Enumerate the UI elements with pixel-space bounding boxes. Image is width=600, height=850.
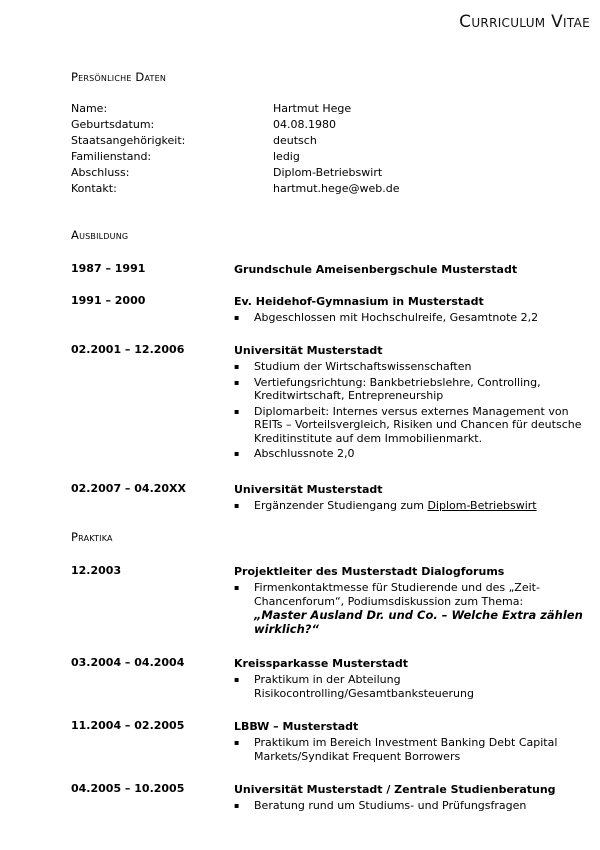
bullet-list <box>234 581 594 636</box>
entry-body <box>234 343 594 463</box>
personal-label: Abschluss: <box>71 166 130 179</box>
entry-date: 11.2004 – 02.2005 <box>71 719 185 732</box>
bullet-item: ▪ Studium der Wirtschaftswissenschaften <box>234 360 594 374</box>
entry-body <box>234 294 594 327</box>
bullet-item: ▪ Abgeschlossen mit Hochschulreife, Gesamtnote 2,2 <box>234 311 594 325</box>
bullet-list <box>234 311 594 325</box>
section-heading-personal: Persönliche Daten <box>71 70 167 84</box>
personal-label: Kontakt: <box>71 182 117 195</box>
entry-date: 02.2001 – 12.2006 <box>71 343 185 356</box>
personal-value: ledig <box>273 150 300 163</box>
bullet-item: ▪ Praktikum in der Abteilung Risikocontrolling/Gesamtbanksteuerung <box>234 673 594 700</box>
bullet-list <box>234 799 594 813</box>
entry-date: 03.2004 – 04.2004 <box>71 656 185 669</box>
entry-date: 12.2003 <box>71 564 122 577</box>
bullet-item: ▪ Diplomarbeit: Internes versus externes Management von REITs – Vorteilsvergleich, Risiken und Chancen für deutsche Kreditinstitute auf dem Immobilienmarkt. <box>234 405 594 446</box>
entry-date: 1987 – 1991 <box>71 262 146 275</box>
entry-body <box>234 482 594 515</box>
entry-body <box>234 719 594 765</box>
bullet-item: ▪ Vertiefungsrichtung: Bankbetriebslehre, Controlling, Kreditwirtschaft, Entrepreneurship <box>234 376 594 403</box>
bullet-item <box>234 581 594 636</box>
bullet-list <box>234 499 594 513</box>
entry-title: Projektleiter des Musterstadt Dialogforums <box>234 565 505 578</box>
entry-title: Universität Musterstadt / Zentrale Studienberatung <box>234 783 556 796</box>
personal-value: Diplom-Betriebswirt <box>273 166 383 179</box>
entry-body <box>234 782 594 815</box>
bullet-text: Ergänzender Studiengang zum <box>254 499 428 512</box>
section-heading-education: Ausbildung <box>71 228 129 242</box>
entry-title: Universität Musterstadt <box>234 483 383 496</box>
document-title: Curriculum Vitae <box>459 12 590 32</box>
personal-value: Hartmut Hege <box>273 102 352 115</box>
entry-date: 1991 – 2000 <box>71 294 146 307</box>
emphasis-quote: „Master Ausland Dr. und Co. – Welche Extra zählen wirklich?“ <box>254 608 583 636</box>
personal-value: 04.08.1980 <box>273 118 336 131</box>
personal-label: Staatsangehörigkeit: <box>71 134 186 147</box>
entry-body <box>234 564 594 638</box>
bullet-item <box>234 499 594 513</box>
bullet-item: ▪ Praktikum im Bereich Investment Banking Debt Capital Markets/Syndikat Frequent Borrowers <box>234 736 594 763</box>
section-heading-internships: Praktika <box>71 530 113 544</box>
entry-body <box>234 262 594 277</box>
contact-email[interactable]: hartmut.hege@web.de <box>273 182 400 195</box>
bullet-list <box>234 673 594 700</box>
bullet-item: ▪ Beratung rund um Studiums- und Prüfungsfragen <box>234 799 594 813</box>
personal-label: Geburtsdatum: <box>71 118 155 131</box>
bullet-item: ▪ Abschlussnote 2,0 <box>234 447 594 461</box>
bullet-text: Firmenkontaktmesse für Studierende und des „Zeit-Chancenforum“, Podiumsdiskussion zum Thema: <box>254 581 540 608</box>
entry-title: Universität Musterstadt <box>234 344 383 357</box>
degree-link[interactable]: Diplom-Betriebswirt <box>427 499 537 512</box>
entry-body <box>234 656 594 702</box>
personal-value: deutsch <box>273 134 317 147</box>
entry-date: 02.2007 – 04.20XX <box>71 482 187 495</box>
personal-label: Familienstand: <box>71 150 152 163</box>
entry-title: Kreissparkasse Musterstadt <box>234 657 408 670</box>
entry-date: 04.2005 – 10.2005 <box>71 782 185 795</box>
bullet-list <box>234 360 594 461</box>
entry-title: Grundschule Ameisenbergschule Musterstadt <box>234 263 518 276</box>
bullet-list <box>234 736 594 763</box>
entry-title: LBBW – Musterstadt <box>234 720 359 733</box>
personal-label: Name: <box>71 102 108 115</box>
entry-title: Ev. Heidehof-Gymnasium in Musterstadt <box>234 295 484 308</box>
